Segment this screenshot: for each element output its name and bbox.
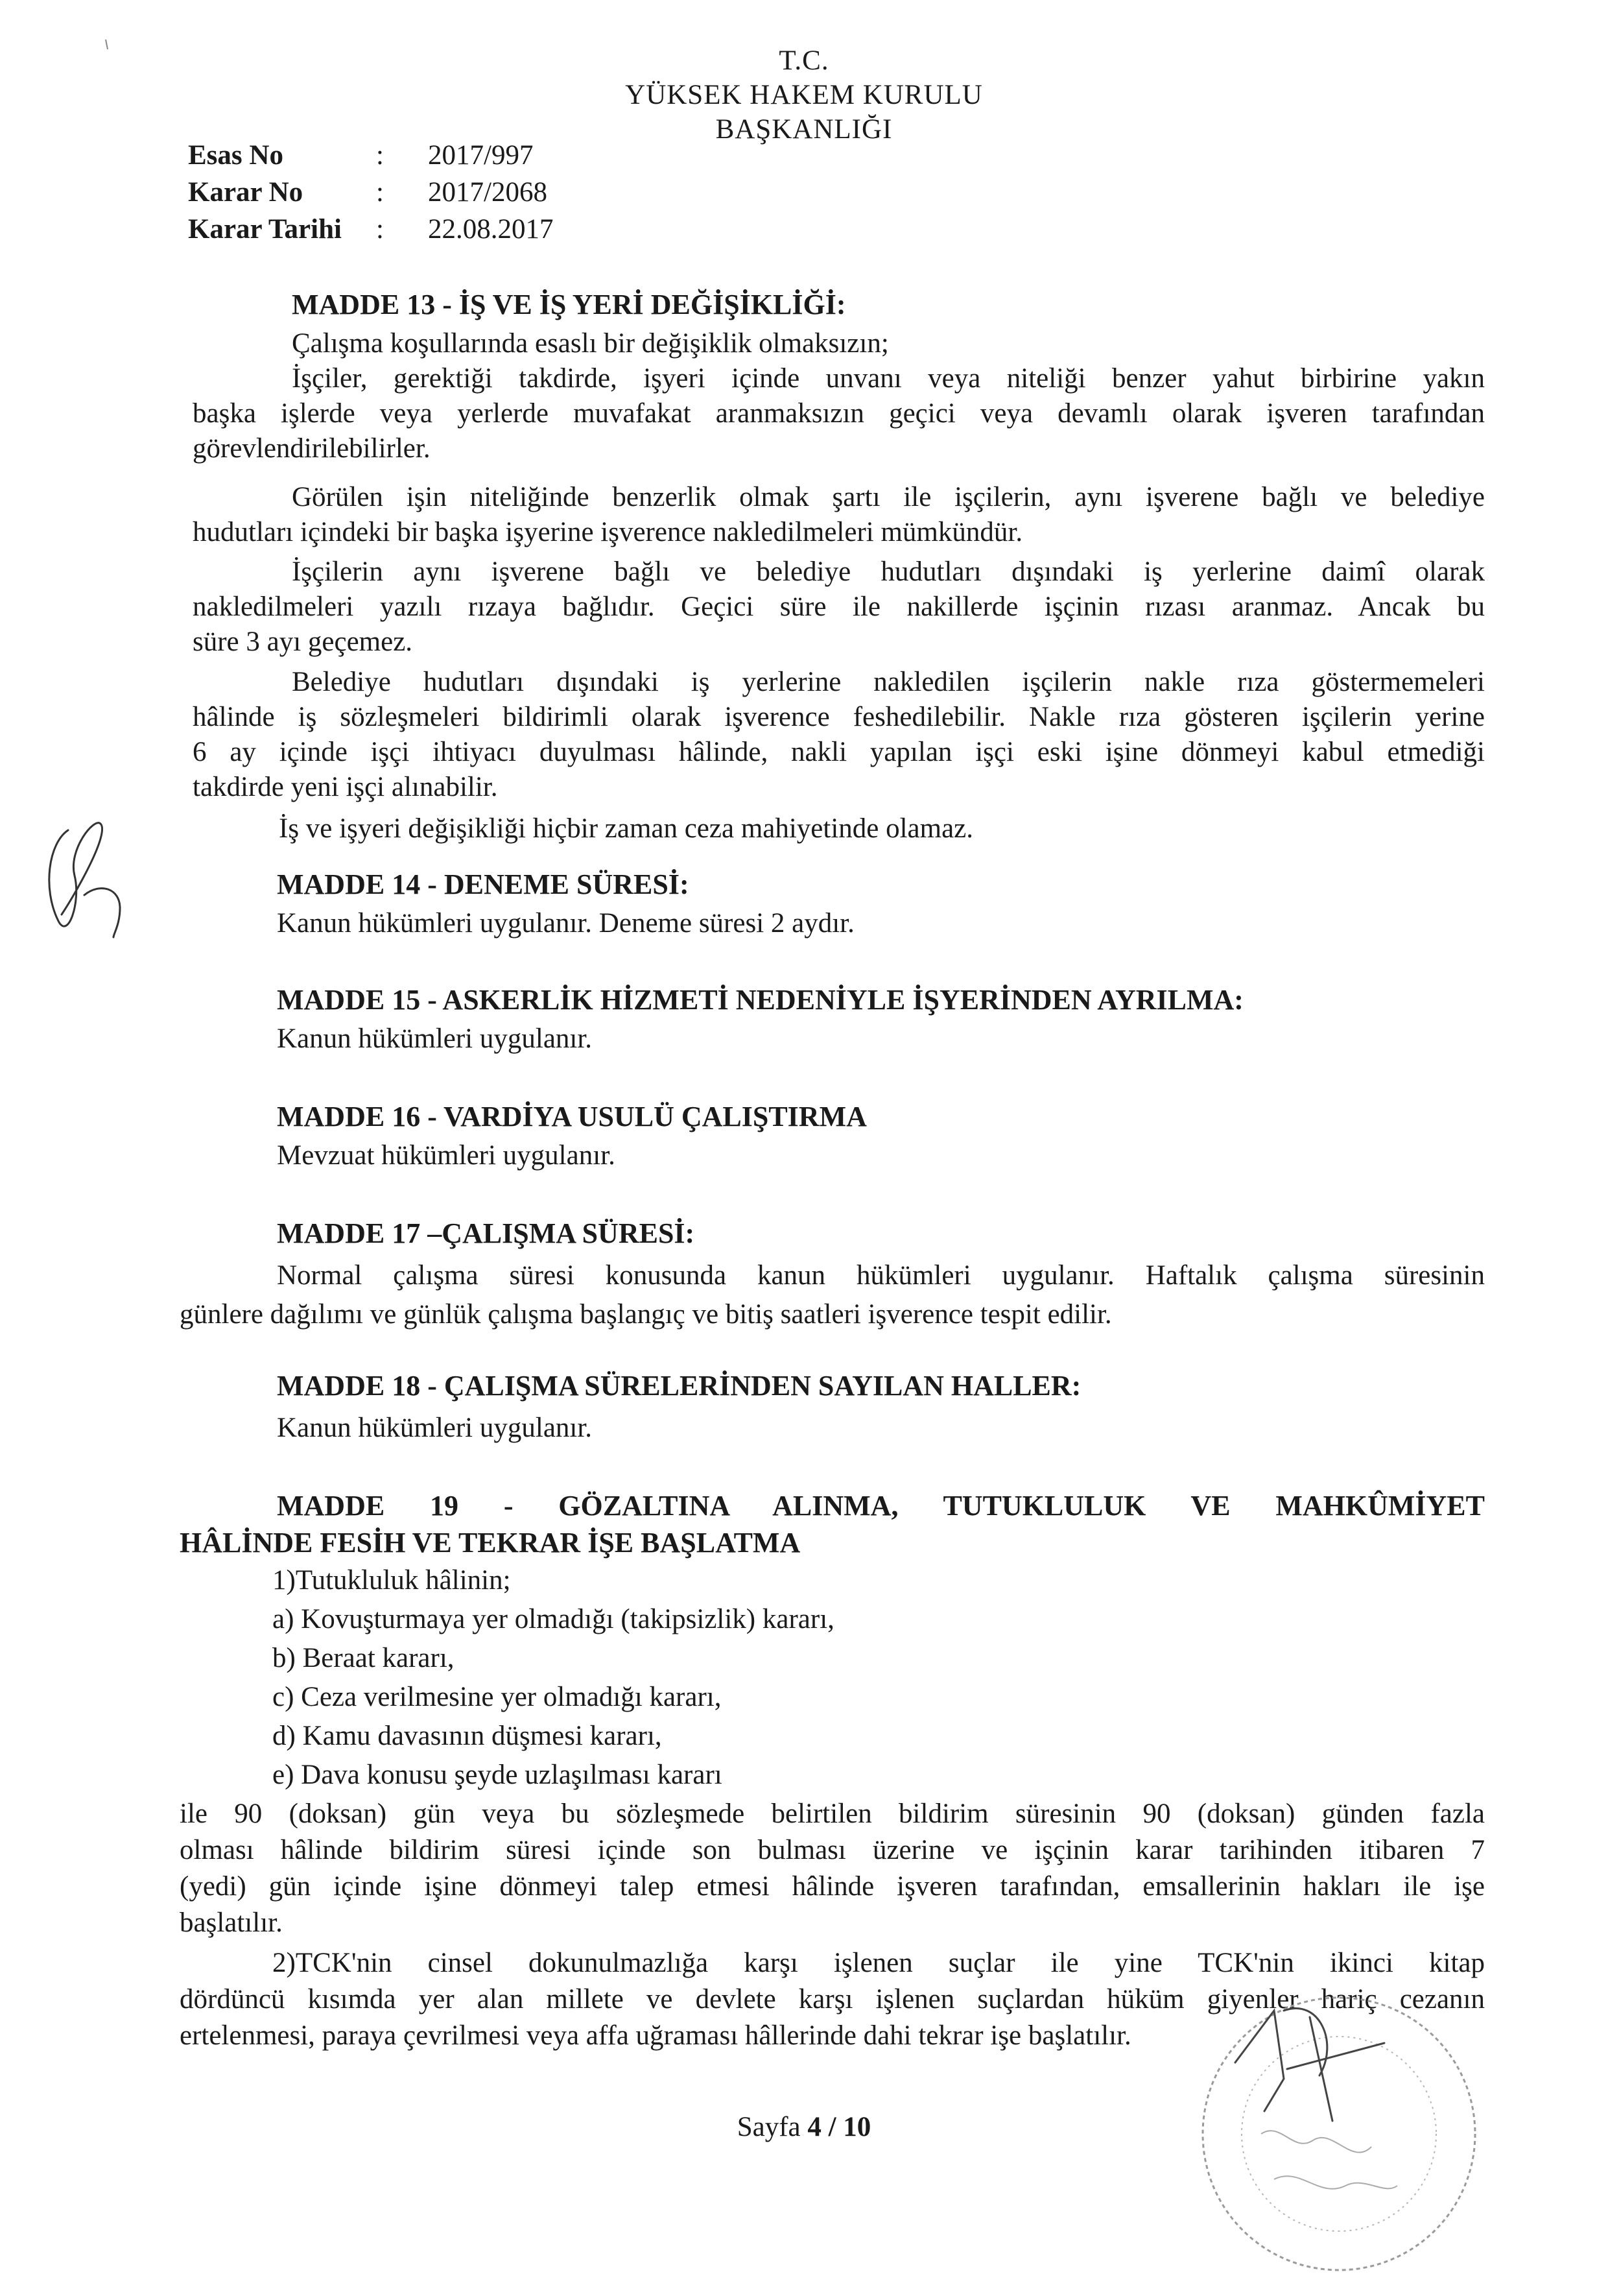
madde-17-line-2: günlere dağılımı ve günlük çalışma başlangıç ve bitiş saatleri işverence tespit edilir. [180,1299,1112,1330]
madde-16-title: MADDE 16 - VARDİYA USULÜ ÇALIŞTIRMA [277,1101,867,1132]
madde-19-item-e: e) Dava konusu şeyde uzlaşılması kararı [272,1760,722,1790]
madde-19-line-1: 1)Tutukluluk hâlinin; [272,1565,511,1596]
madde-17-title: MADDE 17 –ÇALIŞMA SÜRESİ: [277,1217,695,1249]
madde-19-item-c: c) Ceza verilmesine yer olmadığı kararı, [272,1682,722,1712]
karar-tarihi-label: Karar Tarihi [188,214,342,245]
header-tc: T.C. [779,45,829,76]
karar-no-colon: : [376,177,384,208]
karar-no-label: Karar No [188,177,303,208]
esas-no-value: 2017/997 [428,140,534,171]
madde-19-line-10: başlatılır. [180,1907,283,1938]
esas-no-colon: : [376,140,384,171]
madde-19-line-13: ertelenmesi, paraya çevrilmesi veya affa uğraması hâllerinde dahi tekrar işe başlatılır. [180,2020,1131,2051]
madde-18-text: Kanun hükümleri uygulanır. [277,1413,593,1443]
karar-no-value: 2017/2068 [428,177,547,208]
page-number: 4 / 10 [807,2112,871,2142]
karar-tarihi-colon: : [376,214,384,245]
esas-no-label: Esas No [188,140,283,171]
madde-13-line-3: başka işlerde veya yerlerde muvafakat aranmaksızın geçici veya devamlı olarak işveren tarafından [193,398,1485,429]
madde-19-line-8: olması hâlinde bildirim süresi içinde son bulması üzerine ve işçinin karar tarihinden itibaren 7 [180,1835,1485,1865]
page-footer [0,2113,1608,2141]
madde-19-line-12: dördüncü kısımda yer alan millete ve devlete karşı işlenen suçlardan hüküm giyenler hariç cezanın [180,1984,1485,2015]
madde-19-title-line-1: MADDE 19 - GÖZALTINA ALINMA, TUTUKLULUK VE MAHKÛMİYET [277,1490,1485,1522]
madde-17-line-1: Normal çalışma süresi konusunda kanun hükümleri uygulanır. Haftalık çalışma süresinin [277,1260,1485,1291]
madde-13-line-11: hâlinde iş sözleşmeleri bildirimli olarak işverence feshedilebilir. Nakle rıza gösteren işçilerin yerine [193,702,1485,732]
madde-19-line-7: ile 90 (doksan) gün veya bu sözleşmede belirtilen bildirim süresinin 90 (doksan) günden fazla [180,1799,1485,1829]
madde-13-line-14: İş ve işyeri değişikliği hiçbir zaman ceza mahiyetinde olamaz. [279,813,974,844]
madde-13-line-8: nakledilmeleri yazılı rızaya bağlıdır. Geçici süre ile nakillerde işçinin rızası aranmaz. Ancak bu [193,592,1485,622]
header-institution: YÜKSEK HAKEM KURULU [625,80,983,110]
madde-13-line-10: Belediye hudutları dışındaki iş yerlerine nakledilen işçilerin nakle rıza göstermemeleri [292,667,1485,697]
madde-13-line-7: İşçilerin aynı işverene bağlı ve belediye hudutları dışındaki iş yerlerine daimî olarak [292,556,1485,587]
madde-13-line-13: takdirde yeni işçi alınabilir. [193,772,498,802]
madde-13-line-1: Çalışma koşullarında esaslı bir değişiklik olmaksızın; [292,328,889,359]
madde-19-item-d: d) Kamu davasının düşmesi kararı, [272,1721,662,1751]
header-department: BAŞKANLIĞI [715,114,893,145]
page-footer-prefix: Sayfa [737,2112,808,2142]
madde-13-line-6: hudutları içindeki bir başka işyerine işverence nakledilmeleri mümkündür. [193,517,1023,547]
madde-19-item-b: b) Beraat kararı, [272,1643,455,1673]
madde-14-text: Kanun hükümleri uygulanır. Deneme süresi 2 aydır. [277,908,855,939]
madde-14-title: MADDE 14 - DENEME SÜRESİ: [277,868,689,900]
karar-tarihi-row [188,215,642,245]
madde-13-line-5: Görülen işin niteliğinde benzerlik olmak şartı ile işçilerin, aynı işverene bağlı ve belediye [292,482,1485,512]
karar-no-row [188,178,642,208]
madde-19-title-line-2: HÂLİNDE FESİH VE TEKRAR İŞE BAŞLATMA [180,1527,801,1559]
madde-16-text: Mevzuat hükümleri uygulanır. [277,1140,615,1171]
madde-19-line-11: 2)TCK'nin cinsel dokunulmazlığa karşı işlenen suçlar ile yine TCK'nin ikinci kitap [272,1948,1485,1978]
karar-tarihi-value: 22.08.2017 [428,214,554,245]
esas-no-row [188,141,642,171]
madde-13-line-2: İşçiler, gerektiği takdirde, işyeri içinde unvanı veya niteliği benzer yahut birbirine yakın [292,363,1485,394]
handwritten-initial [23,804,133,947]
madde-13-title: MADDE 13 - İŞ VE İŞ YERİ DEĞİŞİKLİĞİ: [292,289,846,320]
madde-15-text: Kanun hükümleri uygulanır. [277,1023,593,1054]
madde-13-line-4: görevlendirilebilirler. [193,433,431,464]
madde-18-title: MADDE 18 - ÇALIŞMA SÜRELERİNDEN SAYILAN HALLER: [277,1370,1082,1402]
madde-19-line-9: (yedi) gün içinde işine dönmeyi talep etmesi hâlinde işveren tarafından, emsallerinin hakları ile işe [180,1871,1485,1902]
madde-15-title: MADDE 15 - ASKERLİK HİZMETİ NEDENİYLE İŞYERİNDEN AYRILMA: [277,984,1244,1016]
madde-19-item-a: a) Kovuşturmaya yer olmadığı (takipsizlik) kararı, [272,1604,834,1634]
madde-13-line-9: süre 3 ayı geçemez. [193,627,413,657]
madde-13-line-12: 6 ay içinde işçi ihtiyacı duyulması hâlinde, nakli yapılan işçi eski işine dönmeyi kabul etmediği [193,737,1485,767]
